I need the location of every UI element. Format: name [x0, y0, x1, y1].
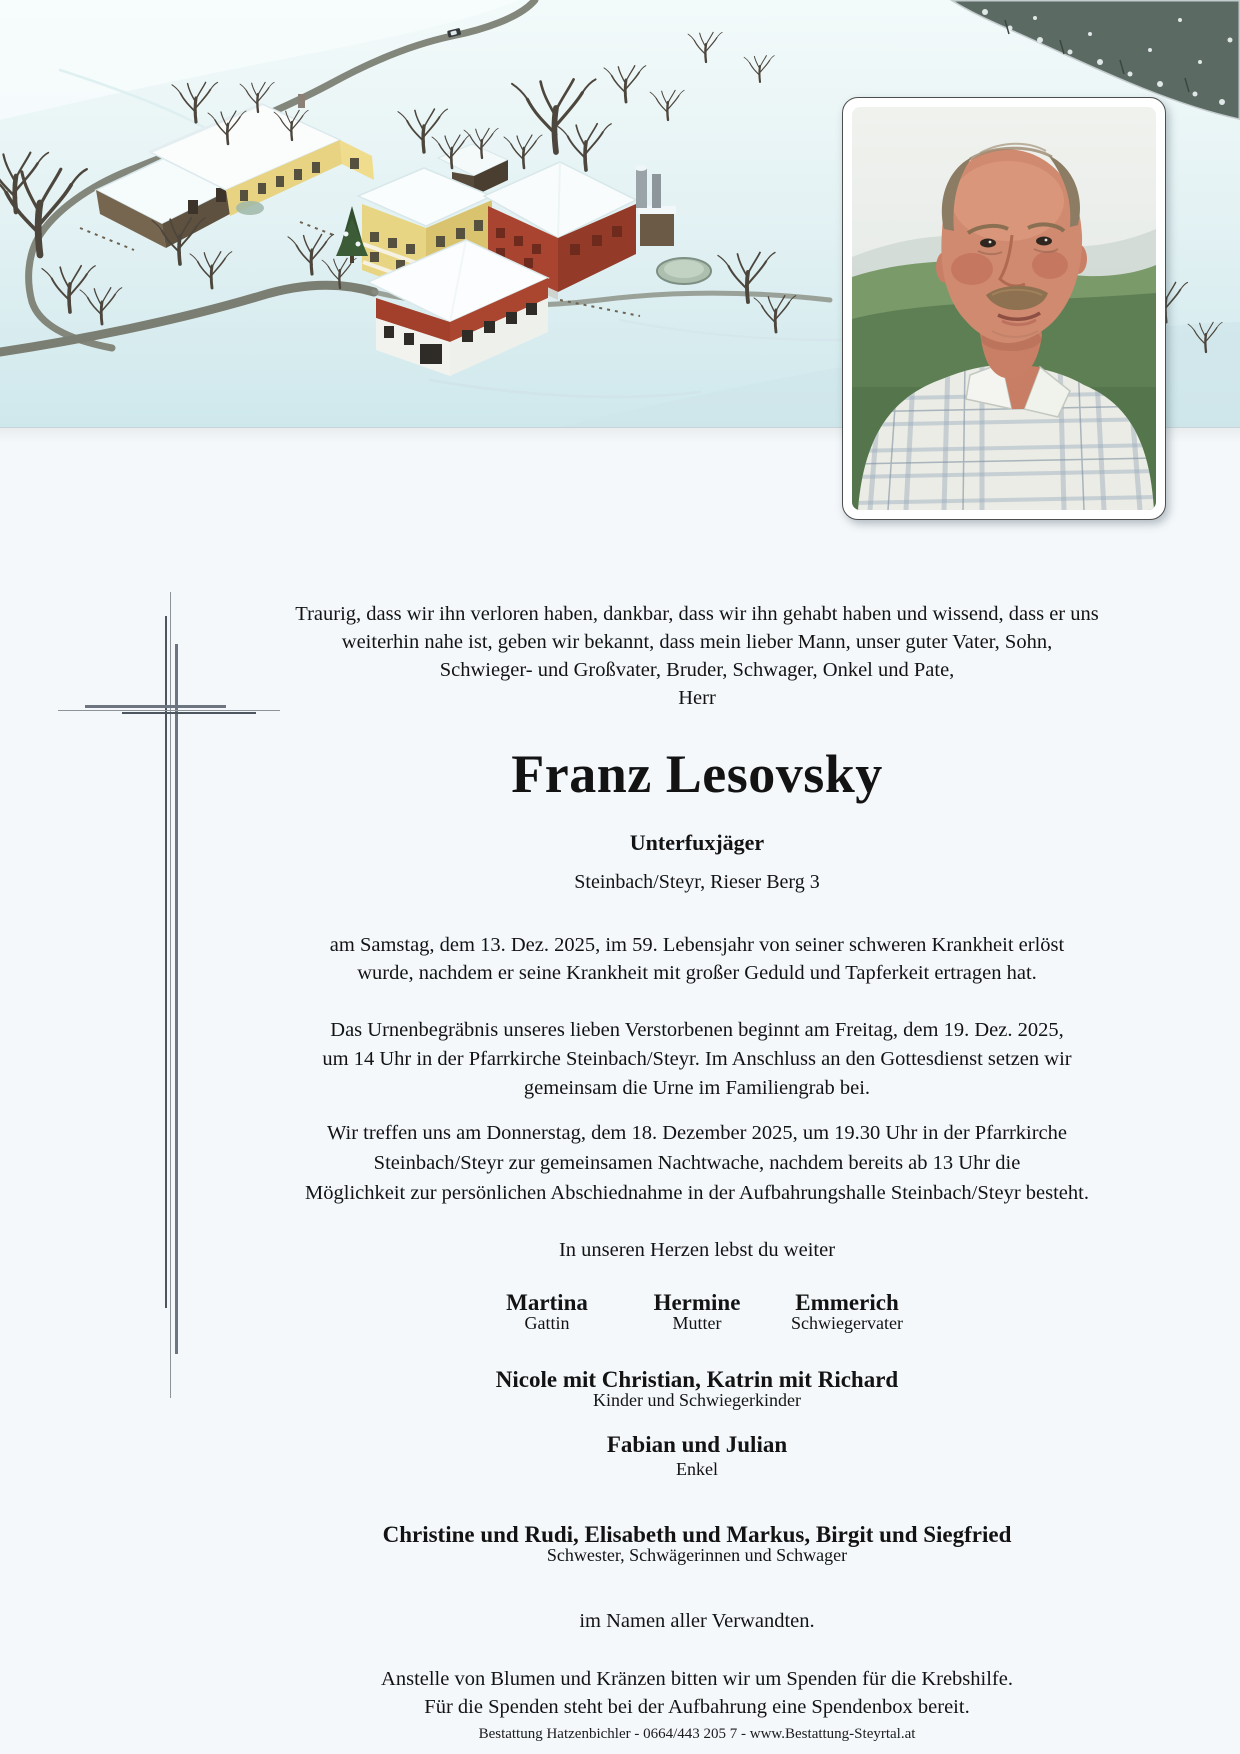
death-paragraph — [257, 931, 1137, 987]
portrait-photo — [852, 107, 1156, 510]
mourner-role: Mutter — [672, 1313, 722, 1333]
mourner-role: Schwiegervater — [791, 1313, 903, 1333]
cross-line-horizontal-gray — [85, 705, 226, 708]
relatives-note: im Namen aller Verwandten. — [579, 1610, 815, 1632]
mourner-mother — [622, 1289, 772, 1334]
funeral-home-footer: Bestattung Hatzenbichler - 0664/443 205 7 - www.Bestattung-Steyrtal.at — [478, 1726, 916, 1742]
mourner-wife — [472, 1289, 622, 1334]
intro-line-herr: Herr — [678, 687, 716, 709]
wake-paragraph — [257, 1118, 1137, 1208]
mourner-name: Hermine — [653, 1290, 741, 1315]
cross-line-horizontal-dark — [122, 712, 256, 714]
cross-line-horizontal-thin — [58, 710, 280, 711]
donation-line: Anstelle von Blumen und Kränzen bitten wir um Spenden für die Krebshilfe. — [381, 1668, 1013, 1690]
intro-paragraph — [257, 600, 1137, 712]
mourner-name: Martina — [506, 1290, 588, 1315]
cross-line-vertical-gray — [175, 644, 178, 1354]
round-tank — [657, 258, 711, 284]
wake-line: Steinbach/Steyr zur gemeinsamen Nachtwache, nachdem bereits ab 13 Uhr die — [373, 1152, 1021, 1174]
burial-line: um 14 Uhr in der Pfarrkirche Steinbach/Steyr. Im Anschluss an den Gottesdienst setzen wir — [322, 1048, 1072, 1070]
burial-paragraph — [257, 1016, 1137, 1103]
mourner-name: Emmerich — [795, 1290, 899, 1315]
mourners-grandchildren — [257, 1431, 1137, 1480]
mourners-siblings — [257, 1521, 1137, 1566]
mourner-father-in-law — [772, 1289, 922, 1334]
wake-line: Wir treffen uns am Donnerstag, dem 18. Dezember 2025, um 19.30 Uhr in der Pfarrkirche — [327, 1122, 1067, 1144]
portrait-photo-frame — [842, 97, 1166, 520]
mourners-row — [257, 1289, 1137, 1334]
mourner-role: Enkel — [676, 1459, 718, 1479]
deceased-name: Franz Lesovsky — [511, 744, 883, 804]
burial-line: gemeinsam die Urne im Familiengrab bei. — [523, 1077, 871, 1099]
deceased-address: Steinbach/Steyr, Rieser Berg 3 — [574, 871, 820, 893]
death-line: am Samstag, dem 13. Dez. 2025, im 59. Lebensjahr von seiner schweren Krankheit erlöst — [329, 934, 1065, 956]
mourner-role: Schwester, Schwägerinnen und Schwager — [546, 1545, 848, 1565]
intro-line: Traurig, dass wir ihn verloren haben, dankbar, dass wir ihn gehabt haben und wissend, dass er uns — [295, 603, 1099, 625]
mourner-name: Christine und Rudi, Elisabeth und Markus, Birgit und Siegfried — [382, 1522, 1012, 1547]
death-line: wurde, nachdem er seine Krankheit mit großer Geduld und Tapferkeit ertragen hat. — [357, 962, 1037, 984]
mourner-name: Fabian und Julian — [606, 1432, 788, 1457]
intro-line: weiterhin nahe ist, geben wir bekannt, dass mein lieber Mann, unser guter Vater, Sohn, — [341, 631, 1053, 653]
mourners-children — [257, 1366, 1137, 1411]
cross-line-vertical-dark — [165, 616, 167, 1308]
wake-line: Möglichkeit zur persönlichen Abschiednahme in der Aufbahrungshalle Steinbach/Steyr besteht. — [305, 1182, 1089, 1204]
intro-line: Schwieger- und Großvater, Bruder, Schwager, Onkel und Pate, — [439, 659, 955, 681]
donation-line: Für die Spenden steht bei der Aufbahrung eine Spendenbox bereit. — [424, 1696, 970, 1718]
mourner-role: Gattin — [524, 1313, 570, 1333]
deceased-housename: Unterfuxjäger — [629, 830, 765, 855]
motto-line: In unseren Herzen lebst du weiter — [558, 1239, 836, 1261]
mourner-role: Kinder und Schwiegerkinder — [593, 1390, 801, 1410]
mourner-name: Nicole mit Christian, Katrin mit Richard — [495, 1367, 899, 1392]
donation-paragraph — [257, 1665, 1137, 1721]
burial-line: Das Urnenbegräbnis unseres lieben Verstorbenen beginnt am Freitag, dem 19. Dez. 2025, — [330, 1019, 1064, 1041]
